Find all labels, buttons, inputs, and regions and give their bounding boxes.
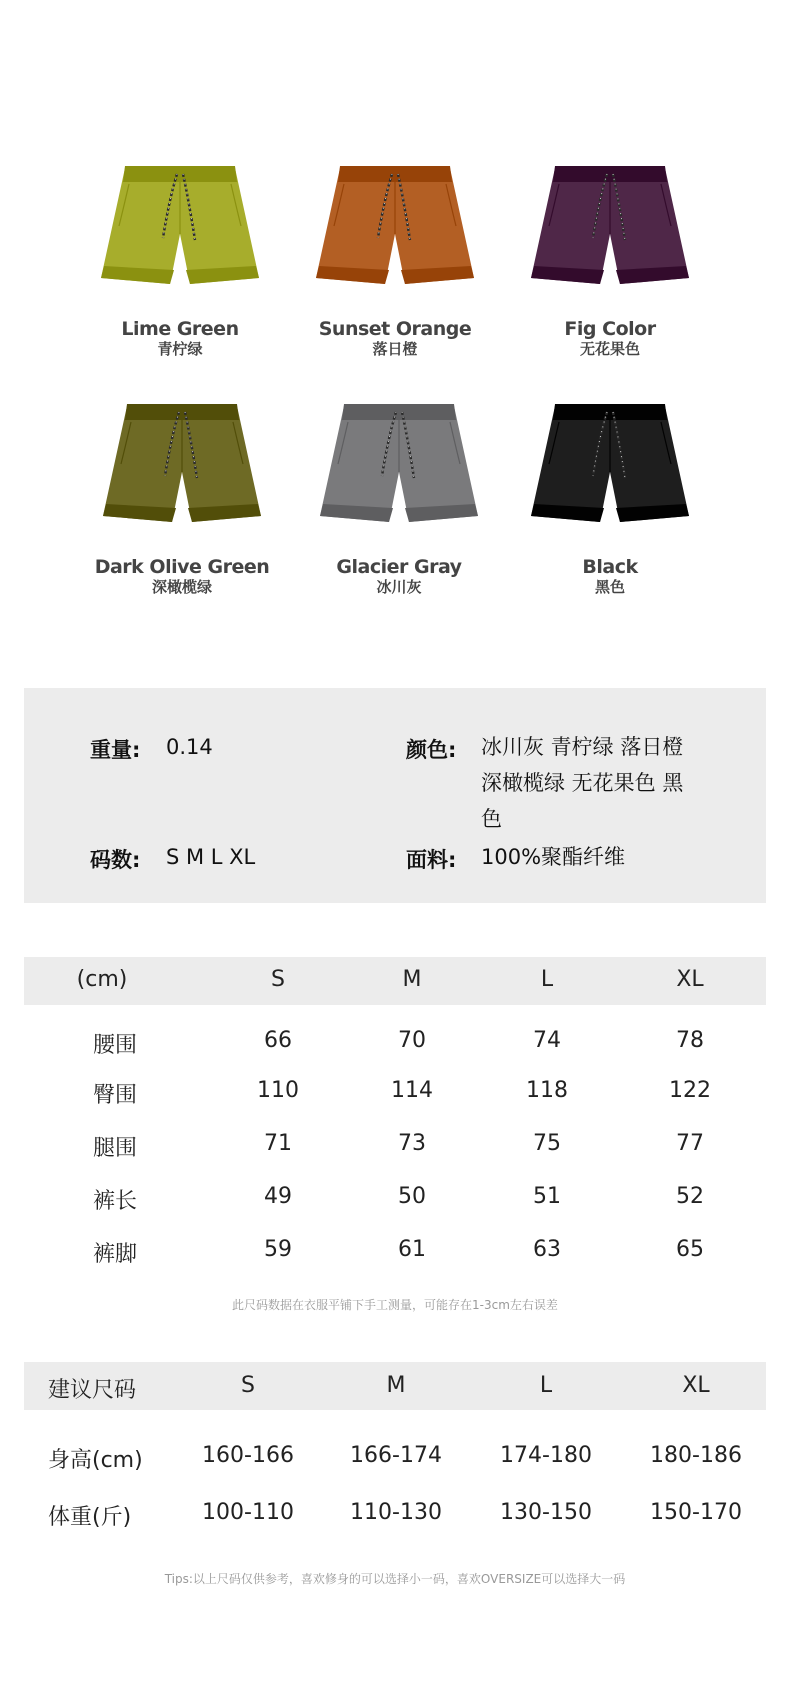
- recommend-row-label: 身高(cm): [48, 1448, 143, 1473]
- size-chart-header-s: S: [271, 967, 285, 992]
- size-chart-row-label: 臀围: [93, 1083, 138, 1108]
- shorts-waistband: [553, 166, 667, 182]
- swatch-sunset-orange[interactable]: [285, 160, 505, 358]
- color-name-en: Glacier Gray: [336, 556, 462, 578]
- recommend-header-m: M: [386, 1373, 406, 1398]
- size-chart-row-label: 腿围: [93, 1136, 138, 1161]
- size-chart-cell: 110: [257, 1078, 299, 1103]
- swatch-dark-olive-green[interactable]: [72, 398, 292, 596]
- shorts-image: [525, 160, 695, 300]
- recommend-cell: 100-110: [202, 1500, 294, 1525]
- size-chart-cell: 52: [676, 1184, 704, 1209]
- size-chart-cell: 122: [669, 1078, 711, 1103]
- size-chart-header-l: L: [540, 967, 554, 992]
- shorts-waistband: [125, 404, 239, 420]
- recommend-cell: 130-150: [500, 1500, 592, 1525]
- size-label: 码数:: [90, 848, 141, 872]
- size-chart-cell: 70: [398, 1028, 426, 1053]
- size-chart-cell: 51: [533, 1184, 561, 1209]
- size-chart-row-label: 裤脚: [93, 1242, 138, 1267]
- color-name-en: Lime Green: [121, 318, 239, 340]
- weight-label: 重量:: [90, 738, 141, 762]
- fabric-label: 面料:: [406, 848, 457, 872]
- size-chart-cell: 49: [264, 1184, 292, 1209]
- weight-value: 0.14: [166, 735, 213, 759]
- size-chart-header-unit: (cm): [76, 967, 128, 992]
- size-chart-cell: 59: [264, 1237, 292, 1262]
- size-value: S M L XL: [166, 845, 256, 869]
- shorts-image: [525, 398, 695, 538]
- color-name-cn: 冰川灰: [376, 578, 422, 596]
- swatch-lime-green[interactable]: [70, 160, 290, 358]
- shorts-image: [310, 160, 480, 300]
- shorts-waistband: [338, 166, 452, 182]
- recommend-cell: 110-130: [350, 1500, 442, 1525]
- size-chart-cell: 71: [264, 1131, 292, 1156]
- color-name-cn: 落日橙: [372, 340, 418, 358]
- size-chart-cell: 78: [676, 1028, 704, 1053]
- recommend-header-label: 建议尺码: [48, 1378, 137, 1403]
- recommend-cell: 150-170: [650, 1500, 742, 1525]
- shorts-waistband: [342, 404, 456, 420]
- size-chart-cell: 74: [533, 1028, 561, 1053]
- recommend-header-xl: XL: [682, 1373, 710, 1398]
- color-value-line-1: 冰川灰 青柠绿 落日橙: [481, 735, 684, 759]
- color-name-en: Fig Color: [564, 318, 656, 340]
- shorts-image: [95, 160, 265, 300]
- size-chart-cell: 75: [533, 1131, 561, 1156]
- swatch-fig-color[interactable]: [500, 160, 720, 358]
- swatch-glacier-gray[interactable]: [289, 398, 509, 596]
- size-chart-cell: 114: [391, 1078, 433, 1103]
- color-name-cn: 青柠绿: [157, 340, 203, 358]
- color-name-cn: 黑色: [594, 578, 625, 596]
- shorts-waistband: [553, 404, 667, 420]
- recommend-cell: 166-174: [350, 1443, 442, 1468]
- color-name-cn: 深橄榄绿: [151, 578, 212, 596]
- size-chart-cell: 118: [526, 1078, 568, 1103]
- size-chart-row-label: 腰围: [93, 1033, 138, 1058]
- recommend-cell: 160-166: [202, 1443, 294, 1468]
- color-label: 颜色:: [406, 738, 457, 762]
- shorts-image: [97, 398, 267, 538]
- size-chart-cell: 50: [398, 1184, 426, 1209]
- size-chart-cell: 77: [676, 1131, 704, 1156]
- recommend-cell: 174-180: [500, 1443, 592, 1468]
- recommend-row-label: 体重(斤): [48, 1505, 132, 1530]
- size-chart-cell: 73: [398, 1131, 426, 1156]
- size-chart-cell: 66: [264, 1028, 292, 1053]
- color-name-en: Sunset Orange: [318, 318, 472, 340]
- product-info-panel: [24, 688, 766, 903]
- shorts-waistband: [123, 166, 237, 182]
- size-chart-header-m: M: [402, 967, 422, 992]
- size-chart-note: 此尺码数据在衣服平铺下手工测量，可能存在1-3cm左右误差: [232, 1298, 558, 1312]
- size-chart-row-label: 裤长: [93, 1189, 138, 1214]
- size-chart-header-xl: XL: [676, 967, 704, 992]
- recommend-cell: 180-186: [650, 1443, 742, 1468]
- fabric-value: 100%聚酯纤维: [481, 845, 626, 869]
- color-name-en: Black: [582, 556, 638, 578]
- color-value-line-3: 色: [481, 807, 502, 831]
- size-chart-cell: 65: [676, 1237, 704, 1262]
- color-name-en: Dark Olive Green: [94, 556, 270, 578]
- color-name-cn: 无花果色: [579, 340, 640, 358]
- shorts-image: [314, 398, 484, 538]
- size-chart-cell: 63: [533, 1237, 561, 1262]
- recommend-header-s: S: [241, 1373, 255, 1398]
- swatch-black[interactable]: [500, 398, 720, 596]
- recommend-tips: Tips:以上尺码仅供参考，喜欢修身的可以选择小一码，喜欢OVERSIZE可以选择大一码: [164, 1572, 626, 1586]
- color-value-line-2: 深橄榄绿 无花果色 黑: [481, 771, 684, 795]
- size-chart-cell: 61: [398, 1237, 426, 1262]
- recommend-header-l: L: [539, 1373, 553, 1398]
